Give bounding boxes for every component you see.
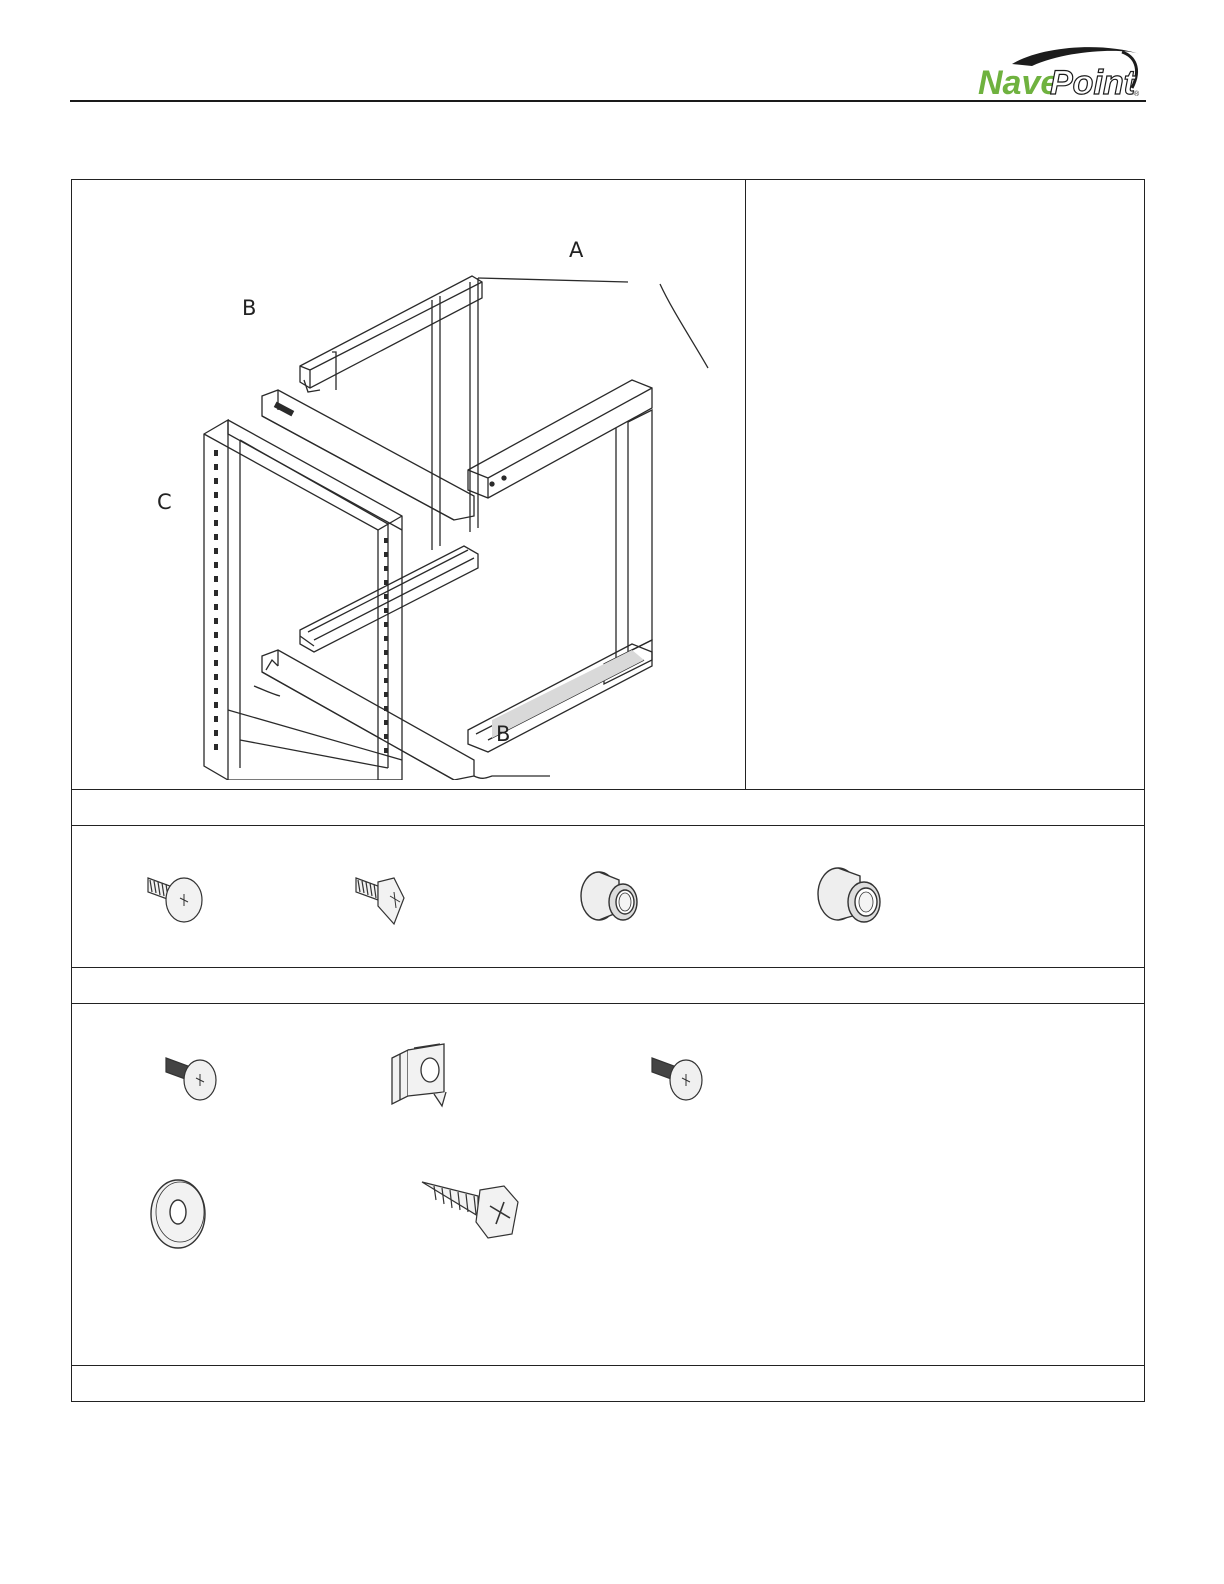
bushing-small-icon (575, 866, 645, 932)
pan-head-screw-icon-2 (646, 1050, 712, 1106)
callout-a: A (569, 238, 584, 262)
row-divider-1 (72, 789, 1144, 790)
row-divider-5 (72, 1365, 1144, 1366)
logo-text-green: Nave (978, 64, 1060, 100)
pan-head-screw-icon (160, 1050, 226, 1106)
row-divider-2 (72, 825, 1144, 826)
row-divider-3 (72, 967, 1144, 968)
flat-head-screw-icon (350, 868, 420, 932)
logo-text-point: Point (1050, 64, 1135, 100)
navepoint-logo (972, 44, 1150, 100)
callout-b-top: B (242, 296, 257, 320)
truss-head-screw-icon (140, 868, 210, 932)
exploded-rack-diagram (192, 220, 752, 780)
bushing-large-icon (812, 864, 888, 934)
cage-nut-icon (384, 1040, 454, 1112)
logo-registered-mark: ® (1134, 91, 1140, 98)
row-divider-4 (72, 1003, 1144, 1004)
callout-b-bottom: B (496, 722, 511, 746)
parts-table (71, 179, 1145, 1402)
header-rule (70, 100, 1146, 102)
hex-lag-screw-icon (418, 1172, 524, 1252)
callout-c: C (157, 490, 172, 514)
washer-icon (148, 1176, 210, 1252)
